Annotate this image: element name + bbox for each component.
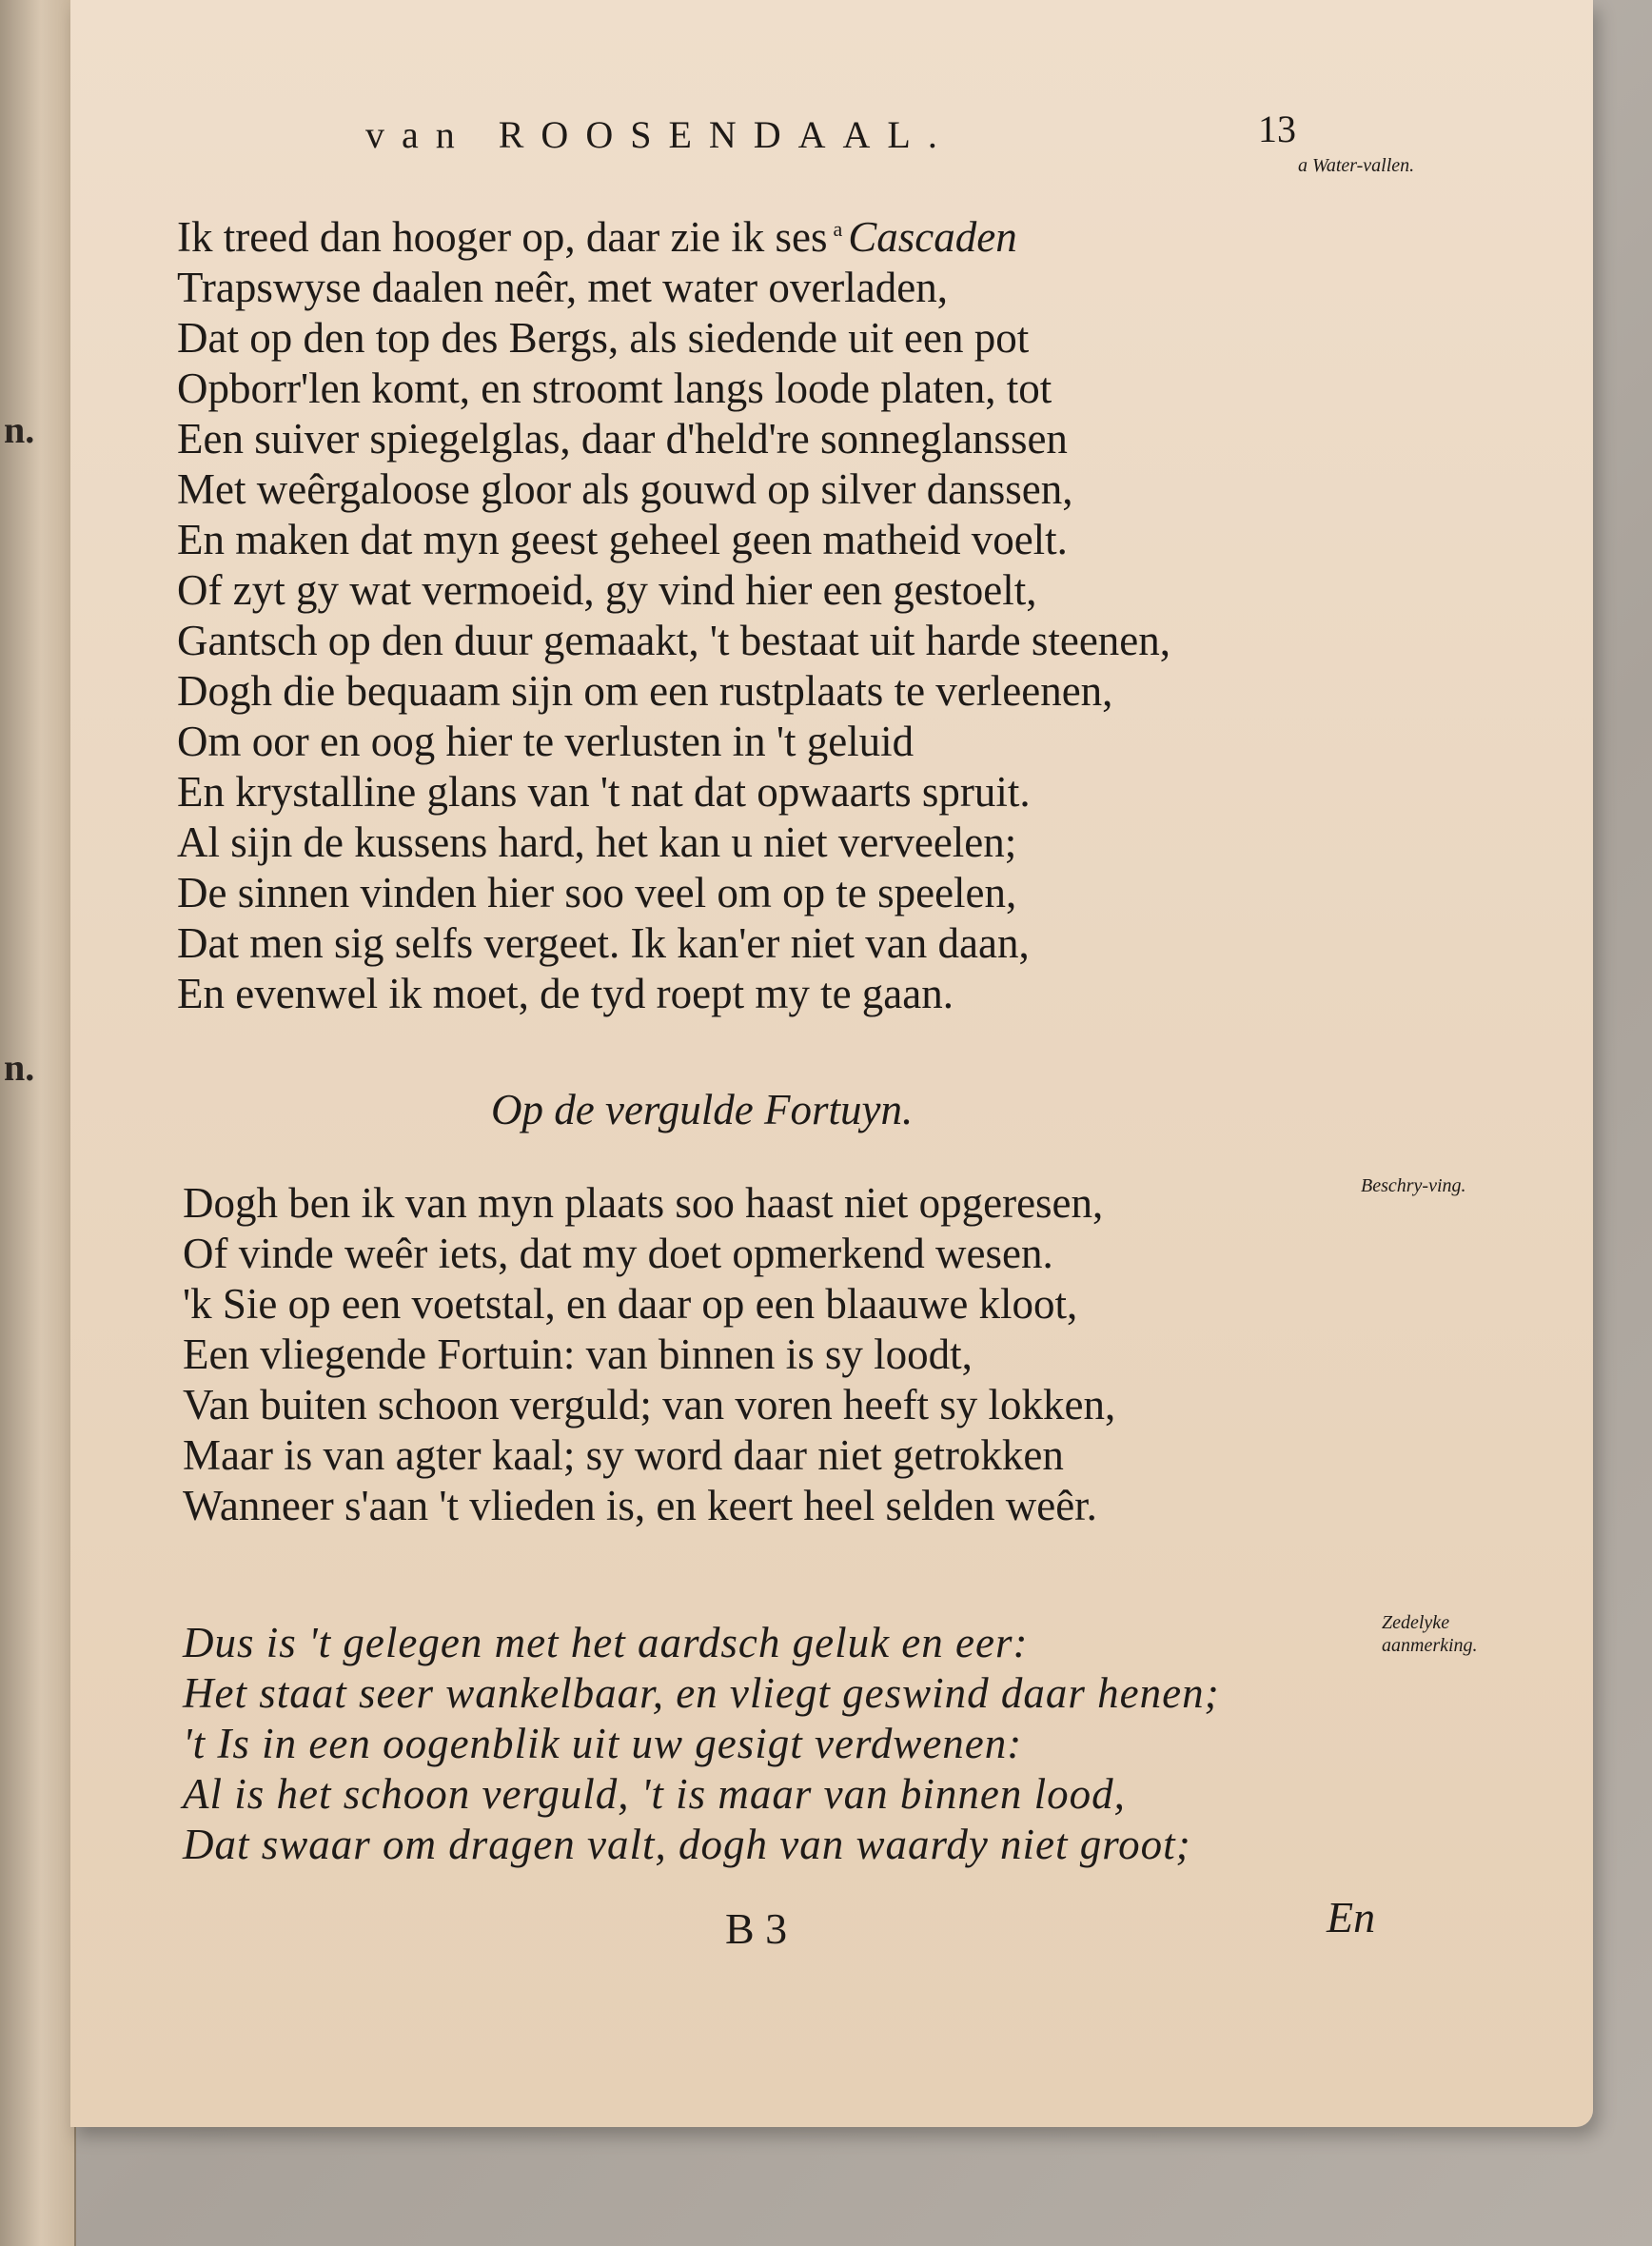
verse-line: En krystalline glans van 't nat dat opwaarts spruit.: [177, 768, 1031, 816]
running-head: van ROOSENDAAL.: [365, 113, 954, 156]
verse-line: Dat swaar om dragen valt, dogh van waardy niet groot;: [183, 1821, 1191, 1868]
margin-note-description: Beschry-ving.: [1361, 1175, 1466, 1196]
book-page: [70, 0, 1593, 2127]
verse-line: Om oor en oog hier te verlusten in 't geluid: [177, 718, 914, 765]
verse-line: Van buiten schoon verguld; van voren heeft sy lokken,: [183, 1381, 1116, 1428]
verse-line: En evenwel ik moet, de tyd roept my te gaan.: [177, 970, 954, 1017]
verse-line: Of zyt gy wat vermoeid, gy vind hier een gestoelt,: [177, 566, 1037, 614]
stanza-cascades: [177, 204, 1170, 1019]
poem-heading: Op de vergulde Fortuyn.: [491, 1086, 914, 1133]
page-number: 13: [1258, 108, 1296, 150]
verse-word-cascaden: Cascaden: [848, 213, 1017, 261]
verse-line: Een suiver spiegelglas, daar d'held're sonneglanssen: [177, 415, 1068, 463]
verse-line: Dat men sig selfs vergeet. Ik kan'er niet van daan,: [177, 919, 1030, 967]
margin-note-moral: Zedelyke aanmerking.: [1382, 1612, 1478, 1656]
verse-line: [177, 204, 1170, 263]
facing-page-letter: n.: [4, 408, 35, 451]
verse-line: Met weêrgaloose gloor als gouwd op silver danssen,: [177, 465, 1073, 513]
verse-line: De sinnen vinden hier soo veel om op te speelen,: [177, 869, 1017, 916]
stanza-moral: [183, 1618, 1220, 1870]
verse-line: Opborr'len komt, en stroomt langs loode platen, tot: [177, 364, 1052, 412]
verse-line: Dat op den top des Bergs, als siedende uit een pot: [177, 314, 1030, 362]
verse-line: 'k Sie op een voetstal, en daar op een blaauwe kloot,: [183, 1280, 1078, 1328]
verse-line: Een vliegende Fortuin: van binnen is sy loodt,: [183, 1330, 973, 1378]
verse-line: En maken dat myn geest geheel geen matheid voelt.: [177, 516, 1068, 563]
verse-line: Dogh ben ik van myn plaats soo haast niet opgeresen,: [183, 1179, 1104, 1227]
verse-line: Maar is van agter kaal; sy word daar niet getrokken: [183, 1431, 1064, 1479]
verse-line-text: Ik treed dan hooger op, daar zie ik ses: [177, 213, 828, 261]
facing-page-edge: [0, 0, 76, 2246]
verse-line: Dus is 't gelegen met het aardsch geluk en eer:: [183, 1619, 1029, 1666]
verse-line: Dogh die bequaam sijn om een rustplaats te verleenen,: [177, 667, 1113, 715]
catchword: En: [1327, 1893, 1376, 1941]
facing-page-letter: n.: [4, 1046, 35, 1089]
verse-line: Wanneer s'aan 't vlieden is, en keert heel selden weêr.: [183, 1482, 1097, 1529]
verse-line: Het staat seer wankelbaar, en vliegt geswind daar henen;: [183, 1669, 1220, 1717]
verse-line: Al is het schoon verguld, 't is maar van binnen lood,: [183, 1770, 1126, 1818]
verse-line: 't Is in een oogenblik uit uw gesigt verdwenen:: [183, 1720, 1023, 1767]
margin-note-waterfalls: a Water-vallen.: [1298, 155, 1415, 176]
verse-line: Of vinde weêr iets, dat my doet opmerkend wesen.: [183, 1230, 1053, 1277]
verse-line: Al sijn de kussens hard, het kan u niet verveelen;: [177, 818, 1017, 866]
note-marker: a: [833, 217, 843, 241]
verse-line: Trapswyse daalen neêr, met water overladen,: [177, 264, 948, 311]
verse-line: Gantsch op den duur gemaakt, 't bestaat uit harde steenen,: [177, 617, 1171, 664]
signature-mark: B 3: [725, 1904, 788, 1953]
stanza-fortune: [183, 1178, 1115, 1531]
